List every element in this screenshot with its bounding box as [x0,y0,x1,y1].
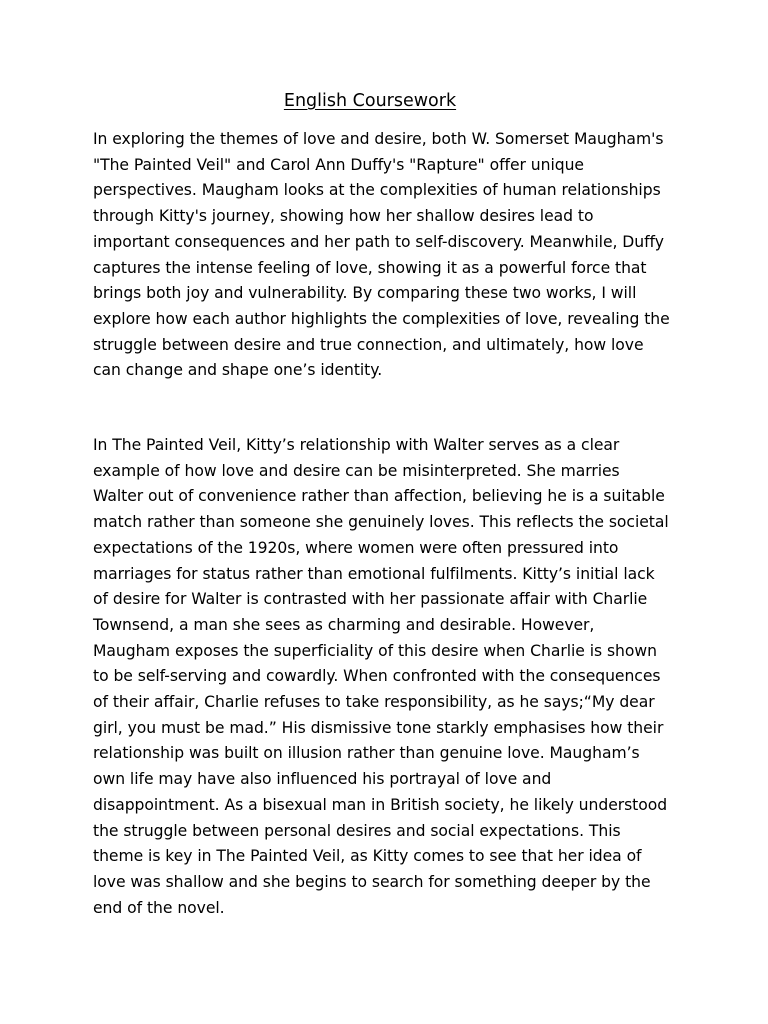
paragraph-introduction [93,127,683,384]
paragraph-line: disappointment. As a bisexual man in British society, he likely understood [93,795,668,814]
paragraph-line: end of the novel. [93,898,225,917]
paragraph-line: Townsend, a man she sees as charming and desirable. However, [93,615,595,634]
paragraph-line: brings both joy and vulnerability. By comparing these two works, I will [93,284,637,303]
paragraph-line: important consequences and her path to self-discovery. Meanwhile, Duffy [93,232,664,251]
paragraph-line: love was shallow and she begins to search for something deeper by the [93,872,651,891]
paragraph-line: through Kitty's journey, showing how her shallow desires lead to [93,207,594,226]
paragraph-line: Walter out of convenience rather than affection, believing he is a suitable [93,487,665,506]
paragraph-line: Maugham exposes the superficiality of this desire when Charlie is shown [93,641,657,660]
paragraph-line: expectations of the 1920s, where women were often pressured into [93,538,619,557]
paragraph-line: In exploring the themes of love and desire, both W. Somerset Maugham's [93,130,664,148]
paragraph-line: relationship was built on illusion rather than genuine love. Maugham’s [93,744,640,763]
paragraph-line: captures the intense feeling of love, showing it as a powerful force that [93,258,647,277]
paragraph-line: marriages for status rather than emotional fulfilments. Kitty’s initial lack [93,564,655,583]
document-title: English Coursework [283,91,457,111]
paragraph-line: own life may have also influenced his portrayal of love and [93,770,552,789]
paragraph-line: "The Painted Veil" and Carol Ann Duffy's "Rapture" offer unique [93,155,584,174]
paragraph-line: perspectives. Maugham looks at the complexities of human relationships [93,181,661,200]
paragraph-line: example of how love and desire can be misinterpreted. She marries [93,461,620,480]
paragraph-line: of desire for Walter is contrasted with her passionate affair with Charlie [93,590,648,609]
paragraph-line: to be self-serving and cowardly. When confronted with the consequences [93,667,661,686]
paragraph-line: struggle between desire and true connection, and ultimately, how love [93,335,644,354]
paragraph-line: theme is key in The Painted Veil, as Kitty comes to see that her idea of [93,847,642,866]
paragraph-line: In The Painted Veil, Kitty’s relationship with Walter serves as a clear [93,436,620,454]
paragraph-painted-veil [93,433,683,921]
paragraph-line: of their affair, Charlie refuses to take responsibility, as he says;“My dear [93,693,655,712]
paragraph-line: girl, you must be mad.” His dismissive tone starkly emphasises how their [93,718,664,737]
paragraph-line: explore how each author highlights the complexities of love, revealing the [93,309,670,328]
paragraph-line: can change and shape one’s identity. [93,361,383,380]
paragraph-line: the struggle between personal desires and social expectations. This [93,821,621,840]
paragraph-line: match rather than someone she genuinely loves. This reflects the societal [93,513,669,532]
